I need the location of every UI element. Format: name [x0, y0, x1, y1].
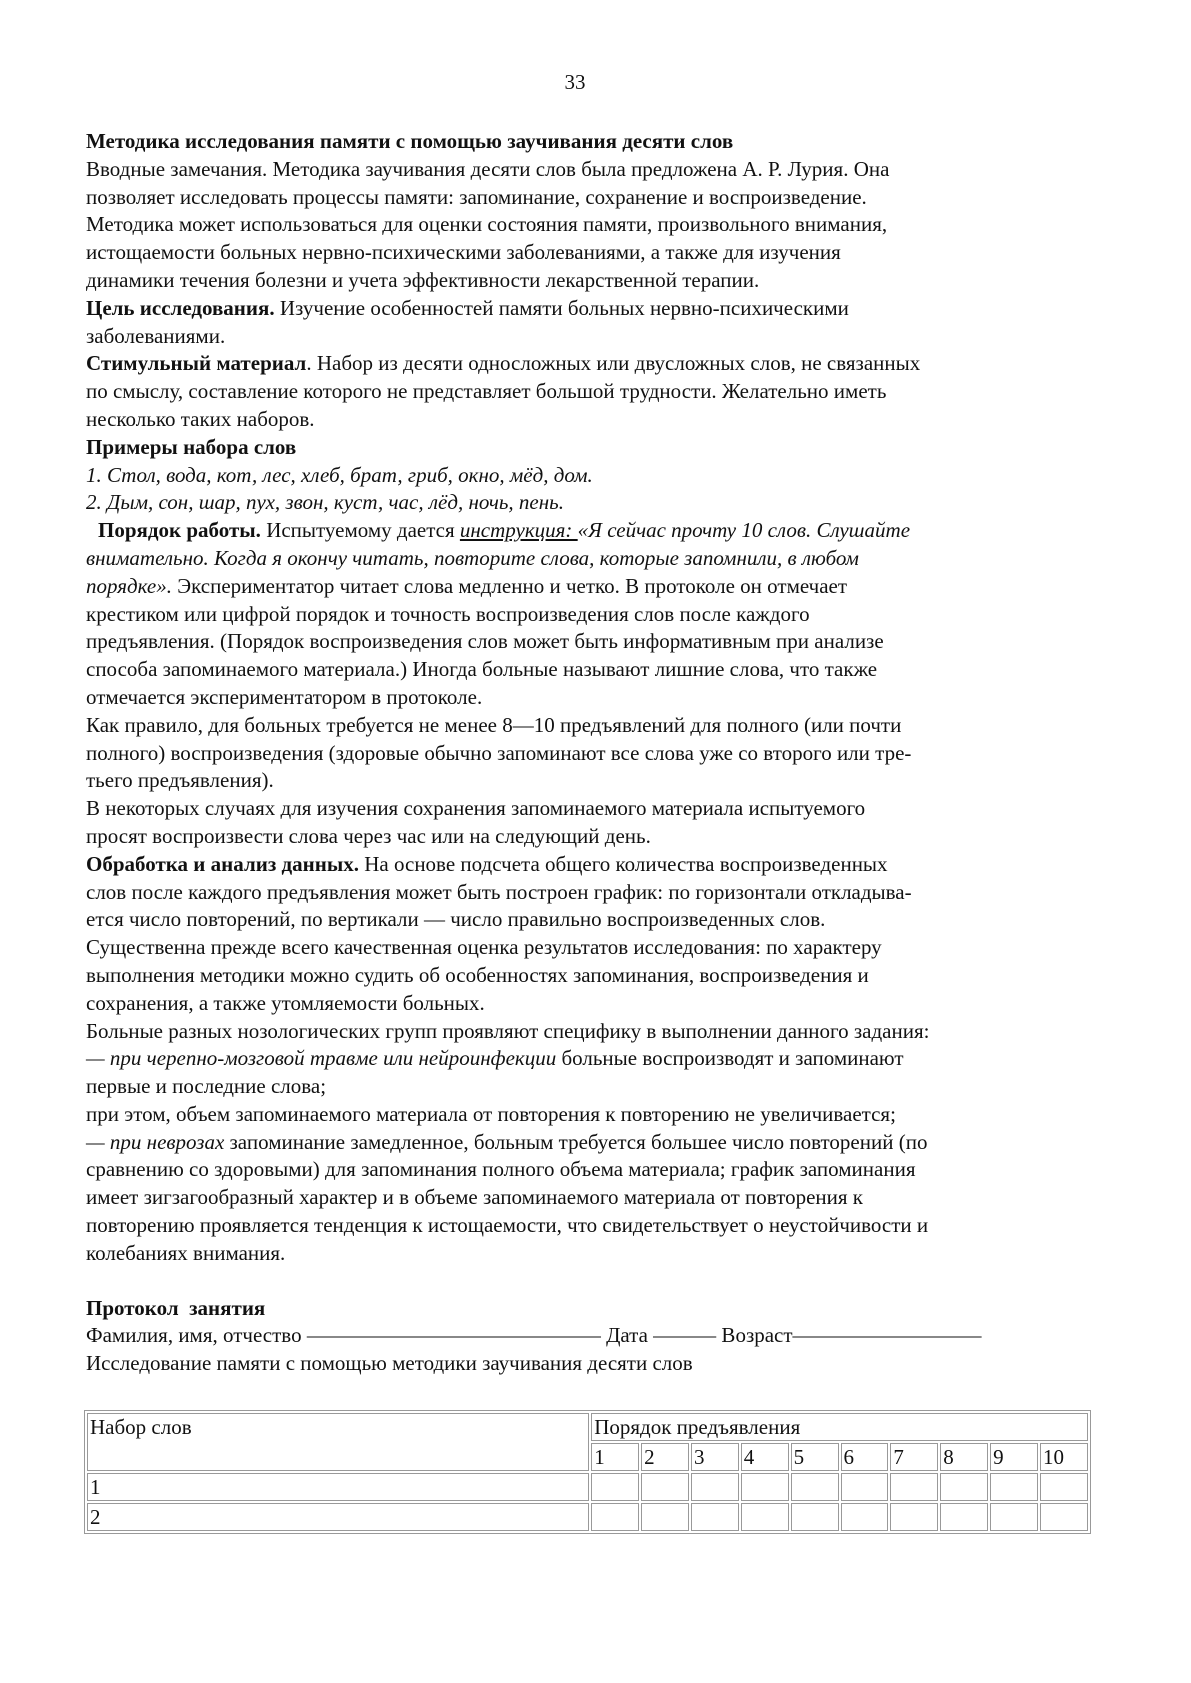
intro-line: Вводные замечания. Методика заучивания десяти слов была предложена А. Р. Лурия. Она: [86, 156, 890, 181]
instruction-quote: внимательно. Когда я окончу читать, повторите слова, которые запомнили, в любом: [86, 545, 859, 570]
presentation-number: 8: [940, 1443, 988, 1471]
presentation-number: 4: [741, 1443, 789, 1471]
protocol-heading: Протокол занятия: [86, 1295, 266, 1320]
presentation-number: 1: [591, 1443, 639, 1471]
presentation-number: 9: [990, 1443, 1038, 1471]
stimulus-text: по смыслу, составление которого не представляет большой трудности. Желательно иметь: [86, 379, 887, 404]
table-cell: [691, 1503, 739, 1531]
table-cell: [741, 1503, 789, 1531]
table-cell: [990, 1503, 1038, 1531]
table-cell: [940, 1473, 988, 1501]
table-cell: [641, 1503, 689, 1531]
analysis-line: колебаниях внимания.: [86, 1240, 286, 1265]
presentation-number: 10: [1040, 1443, 1088, 1471]
protocol-table: [84, 1410, 1091, 1534]
procedure-text: Испытуемому дается: [260, 518, 460, 543]
goal-text: заболеваниями.: [86, 323, 226, 348]
analysis-label: Обработка и анализ данных.: [86, 851, 359, 876]
analysis-line: сравнению со здоровыми) для запоминания полного объема материала; график запоминания: [86, 1157, 916, 1182]
protocol-fields: Фамилия, имя, отчество —————————————— Дата ——— Возраст—————————: [86, 1323, 982, 1348]
word-set-cell: 2: [87, 1503, 589, 1531]
procedure-line: просят воспроизвести слова через час или на следующий день.: [86, 823, 651, 848]
analysis-line: Существенна прежде всего качественная оценка результатов исследования: по характеру: [86, 935, 882, 960]
goal-label: Цель исследования.: [86, 295, 275, 320]
stimulus-text: . Набор из десяти односложных или двусложных слов, не связанных: [306, 351, 921, 376]
intro-line: динамики течения болезни и учета эффективности лекарственной терапии.: [86, 267, 760, 292]
analysis-line: выполнения методики можно судить об особенностях запоминания, воспроизведения и: [86, 962, 869, 987]
intro-line: Методика может использоваться для оценки состояния памяти, произвольного внимания,: [86, 212, 888, 237]
table-cell: [1040, 1503, 1088, 1531]
protocol-subtitle: Исследование памяти с помощью методики заучивания десяти слов: [86, 1351, 693, 1376]
examples-block: [86, 434, 1096, 517]
examples-heading: Примеры набора слов: [86, 434, 297, 459]
analysis-line: сохранения, а также утомляемости больных.: [86, 990, 485, 1015]
spacer: [86, 1268, 1096, 1295]
analysis-text: больные воспроизводят и запоминают: [556, 1046, 904, 1071]
table-cell: [691, 1473, 739, 1501]
analysis-line: при этом, объем запоминаемого материала от повторения к повторению не увеличивается;: [86, 1101, 896, 1126]
procedure-line: В некоторых случаях для изучения сохранения запоминаемого материала испытуемого: [86, 796, 866, 821]
word-set-cell: 1: [87, 1473, 589, 1501]
table-cell: [1040, 1473, 1088, 1501]
analysis-line: Больные разных нозологических групп проявляют специфику в выполнении данного задания:: [86, 1018, 930, 1043]
section-title: Методика исследования памяти с помощью заучивания десяти слов: [86, 129, 734, 153]
presentation-number: 7: [890, 1443, 938, 1471]
presentation-number: 2: [641, 1443, 689, 1471]
stimulus-paragraph: [86, 350, 1096, 433]
word-set-1: 1. Стол, вода, кот, лес, хлеб, брат, гриб, окно, мёд, дом.: [86, 462, 593, 487]
table-cell: [641, 1473, 689, 1501]
analysis-line: имеет зигзагообразный характер и в объеме запоминаемого материала от повторения к: [86, 1185, 863, 1210]
instruction-quote: порядке».: [86, 573, 172, 598]
analysis-paragraph: [86, 851, 1096, 1268]
page-number: 33: [564, 70, 586, 94]
stimulus-label: Стимульный материал: [86, 351, 307, 376]
table-cell: [591, 1473, 639, 1501]
intro-line: позволяет исследовать процессы памяти: запоминание, сохранение и воспроизведение.: [86, 184, 867, 209]
procedure-text: Экспериментатор читает слова медленно и четко. В протоколе он отмечает: [171, 573, 848, 598]
stimulus-text: несколько таких наборов.: [86, 406, 315, 431]
presentation-number: 6: [841, 1443, 889, 1471]
table-cell: [841, 1473, 889, 1501]
protocol-block: [86, 1295, 1096, 1378]
intro-paragraph: [86, 156, 1096, 295]
procedure-line: крестиком или цифрой порядок и точность воспроизведения слов после каждого: [86, 601, 810, 626]
trauma-italic: — при черепно-мозговой травме или нейроинфекции: [86, 1046, 557, 1071]
procedure-line: полного) воспроизведения (здоровые обычно запоминают все слова уже со второго или тре-: [86, 740, 912, 765]
procedure-label: Порядок работы.: [98, 518, 261, 543]
procedure-line: предъявления. (Порядок воспроизведения слов может быть информативным при анализе: [86, 629, 884, 654]
table-cell: [890, 1473, 938, 1501]
table-cell: [741, 1473, 789, 1501]
table-cell: [940, 1503, 988, 1531]
analysis-line: первые и последние слова;: [86, 1074, 327, 1099]
table-cell: [990, 1473, 1038, 1501]
word-set-2: 2. Дым, сон, шар, пух, звон, куст, час, лёд, ночь, пень.: [86, 490, 564, 515]
goal-text: Изучение особенностей памяти больных нервно-психическими: [274, 295, 849, 320]
procedure-line: тьего предъявления).: [86, 768, 274, 793]
table-cell: [591, 1503, 639, 1531]
table-cell: [890, 1503, 938, 1531]
col-order-header: Порядок предъявления: [591, 1413, 1088, 1441]
table-header-row: [87, 1413, 1088, 1441]
analysis-line: ется число повторений, по вертикали — число правильно воспроизведенных слов.: [86, 907, 826, 932]
goal-paragraph: [86, 295, 1096, 351]
procedure-line: способа запоминаемого материала.) Иногда больные называют лишние слова, что также: [86, 657, 878, 682]
analysis-text: На основе подсчета общего количества воспроизведенных: [358, 851, 888, 876]
analysis-line: слов после каждого предъявления может быть построен график: по горизонтали откладыва-: [86, 879, 912, 904]
table-row: [87, 1503, 1088, 1531]
neurosis-italic: — при неврозах: [86, 1129, 225, 1154]
table-cell: [841, 1503, 889, 1531]
table-cell: [791, 1503, 839, 1531]
presentation-number: 5: [791, 1443, 839, 1471]
document-body: [86, 128, 1096, 1378]
table-row: [87, 1473, 1088, 1501]
procedure-line: Как правило, для больных требуется не менее 8—10 предъявлений для полного (или почти: [86, 712, 902, 737]
col-word-set-header: Набор слов: [87, 1413, 589, 1471]
table-cell: [791, 1473, 839, 1501]
presentation-number: 3: [691, 1443, 739, 1471]
instruction-word: инструкция:: [459, 518, 578, 543]
analysis-text: запоминание замедленное, больным требуется большее число повторений (по: [224, 1129, 928, 1154]
procedure-paragraph: [86, 517, 1096, 851]
procedure-line: отмечается экспериментатором в протоколе.: [86, 684, 483, 709]
intro-line: истощаемости больных нервно-психическими заболеваниями, а также для изучения: [86, 240, 841, 265]
instruction-quote: «Я сейчас прочту 10 слов. Слушайте: [577, 518, 911, 543]
analysis-line: повторению проявляется тенденция к истощаемости, что свидетельствует о неустойчивости и: [86, 1213, 929, 1238]
